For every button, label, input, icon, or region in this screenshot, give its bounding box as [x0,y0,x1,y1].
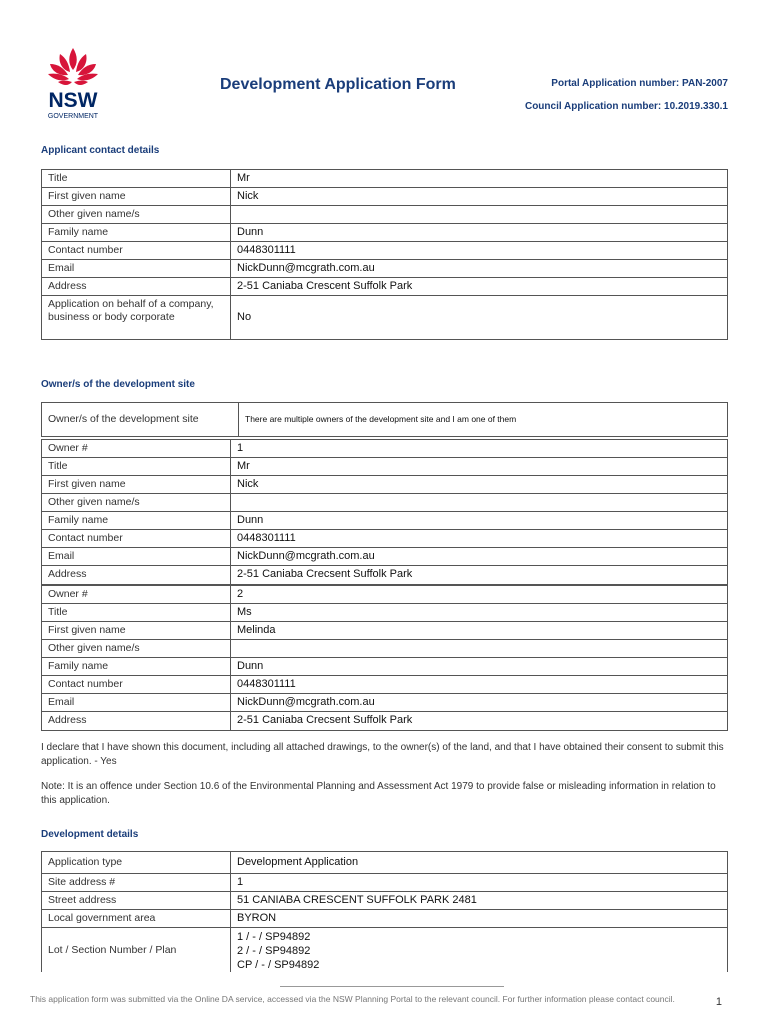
table-row [42,604,727,622]
row-label: Title [48,172,68,184]
table-row [42,476,727,494]
table-row [42,910,727,928]
row-value: 0448301111 [230,530,727,547]
footer-text: This application form was submitted via the Online DA service, accessed via the NSW Planning Portal to the relevant council. For further information please contact council. [30,994,675,1004]
table-row [42,852,727,874]
row-label: Lot / Section Number / Plan [48,944,177,956]
table-row [42,206,727,224]
table-row [42,548,727,566]
row-label: First given name [48,478,126,490]
row-label: Address [48,280,87,292]
development-heading: Development details [41,829,139,840]
row-value [230,206,727,223]
application-numbers [525,72,728,118]
row-label: Owner/s of the development site [48,413,199,425]
table-row [42,458,727,476]
row-value: 1 [230,874,727,891]
table-row [42,694,727,712]
row-value: Mr [230,170,727,187]
table-row [42,440,727,458]
row-value: No [230,296,727,339]
row-label: Email [48,696,75,708]
table-row [42,586,727,604]
table-row [42,676,727,694]
row-value: There are multiple owners of the development site and I am one of them [238,403,727,436]
row-value: NickDunn@mcgrath.com.au [230,694,727,711]
owner-1-table [41,439,728,585]
row-label: Application type [48,856,123,868]
row-value: NickDunn@mcgrath.com.au [230,260,727,277]
table-row [42,874,727,892]
row-label: First given name [48,190,126,202]
table-row [42,170,727,188]
row-label: Address [48,568,87,580]
row-value: 2-51 Caniaba Crecsent Suffolk Park [230,566,727,584]
owner-2-table [41,585,728,731]
row-value: 1 [230,440,727,457]
declaration-text: I declare that I have shown this document, including all attached drawings, to the owner(s) of the land, and that I have obtained their consent to submit this application. - Yes [41,742,724,767]
row-label: Email [48,262,75,274]
lot-value: CP / - / SP94892 [237,959,320,971]
table-row [42,658,727,676]
table-row [42,892,727,910]
table-row [42,260,727,278]
row-value [230,640,727,657]
row-label: Other given name/s [48,642,140,654]
row-label: Site address # [48,876,116,888]
row-value: 2 [230,586,727,603]
table-row [42,278,727,296]
row-value: Nick [230,188,727,205]
row-label: Family name [48,514,109,526]
table-row [42,566,727,584]
row-label: Email [48,550,75,562]
row-label: Family name [48,226,109,238]
portal-application-number: Portal Application number: PAN-2007 [551,78,728,89]
row-label: Local government area [48,912,156,924]
table-row [42,712,727,730]
form-title: Development Application Form [220,76,456,93]
row-value: 51 CANIABA CRESCENT SUFFOLK PARK 2481 [230,892,727,909]
applicant-table [41,169,728,340]
council-application-number: Council Application number: 10.2019.330.1 [524,101,728,112]
logo-text: NSW [48,89,98,112]
table-row [42,928,727,972]
row-value: Dunn [230,224,727,241]
row-label: Owner # [48,588,88,600]
row-value: NickDunn@mcgrath.com.au [230,548,727,565]
table-row [42,188,727,206]
applicant-heading: Applicant contact details [41,145,160,156]
row-label: Contact number [48,532,123,544]
table-row [42,530,727,548]
owners-field [41,402,728,437]
row-label: Other given name/s [48,208,140,220]
footer-divider [280,986,504,987]
row-label: Street address [48,894,117,906]
row-label: Contact number [48,678,123,690]
row-label: Family name [48,660,109,672]
table-row [42,224,727,242]
row-label: Owner # [48,442,88,454]
row-value: BYRON [230,910,727,927]
row-label: Title [48,606,68,618]
page-number: 1 [715,996,722,1008]
row-value: Development Application [230,852,727,873]
row-value [230,494,727,511]
table-row [42,640,727,658]
row-label: First given name [48,624,126,636]
row-value: 0448301111 [230,242,727,259]
row-value: Nick [230,476,727,493]
table-row [42,512,727,530]
row-value: Dunn [230,658,727,675]
row-value [230,928,727,972]
table-row [42,242,727,260]
development-table [41,851,728,972]
row-label: Address [48,714,87,726]
row-value: 2-51 Caniaba Crescent Suffolk Park [230,278,727,295]
row-label: Contact number [48,244,123,256]
owners-heading: Owner/s of the development site [41,379,195,390]
row-value: Mr [230,458,727,475]
table-row [42,296,727,339]
logo-subtext: GOVERNMENT [47,113,99,120]
row-value: Dunn [230,512,727,529]
table-row [42,622,727,640]
lot-value: 1 / - / SP94892 [237,931,311,943]
row-label: Other given name/s [48,496,140,508]
row-value: Ms [230,604,727,621]
lot-value: 2 / - / SP94892 [237,945,311,957]
row-value: Melinda [230,622,727,639]
row-label: Application on behalf of a company, business or body corporate [48,298,214,323]
row-value: 0448301111 [230,676,727,693]
table-row [42,494,727,512]
row-value: 2-51 Caniaba Crecsent Suffolk Park [230,712,727,730]
row-label: Title [48,460,68,472]
note-text: Note: It is an offence under Section 10.6 of the Environmental Planning and Assessment Act 1979 to provide false or misleading information in relation to this application. [41,781,716,806]
nsw-government-logo [38,44,108,120]
